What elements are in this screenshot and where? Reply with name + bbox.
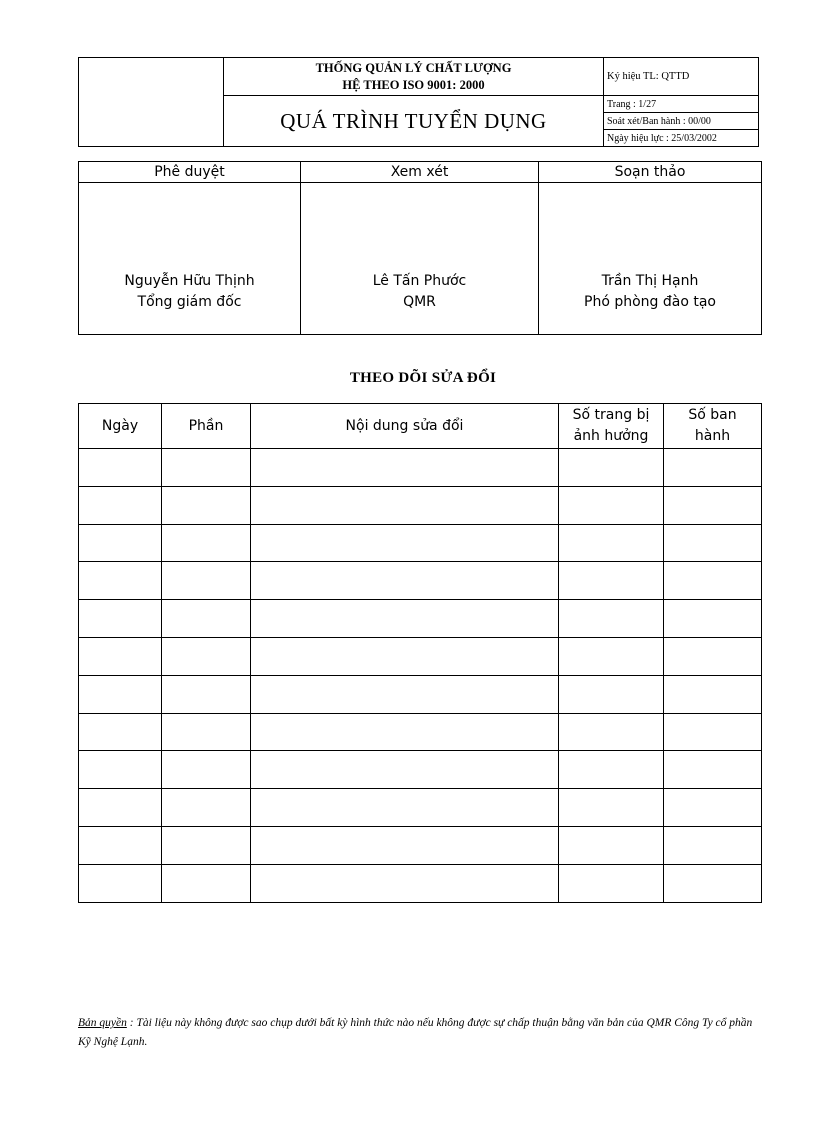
col-date: Ngày: [79, 404, 162, 449]
approval-table: [78, 161, 762, 335]
col-pages-affected-line2: ảnh hưởng: [573, 428, 649, 444]
effective-date: Ngày hiệu lực : 25/03/2002: [607, 132, 717, 144]
table-row: [79, 789, 762, 827]
system-title: [224, 58, 604, 96]
copyright-label: Bản quyền: [78, 1017, 127, 1029]
table-row: [79, 637, 762, 675]
document-title: QUÁ TRÌNH TUYỂN DỤNG: [224, 96, 604, 147]
copyright-text: : Tài liệu này không được sao chụp dưới bất kỳ hình thức nào nếu không được sự chấp thuận bằng văn bản của QMR Công Ty cổ phần Kỹ Nghệ Lạnh.: [78, 1017, 753, 1048]
revision-number: Soát xét/Ban hành : 00/00: [604, 113, 758, 130]
copyright-notice: [78, 1014, 762, 1052]
table-row: [79, 449, 762, 487]
signer-name: Nguyễn Hữu Thịnh: [124, 273, 255, 289]
signer-name: Trần Thị Hạnh: [601, 273, 699, 289]
table-row: [79, 713, 762, 751]
approval-heading-approve: Phê duyệt: [79, 162, 301, 183]
signer-name: Lê Tấn Phước: [372, 273, 467, 289]
table-row: [79, 675, 762, 713]
logo-cell: [79, 58, 224, 147]
system-title-line2: HỆ THEO ISO 9001: 2000: [342, 77, 485, 92]
table-row: [79, 524, 762, 562]
doc-code: Ký hiệu TL: QTTD: [604, 58, 759, 96]
table-row: [79, 826, 762, 864]
revision-table-header: [79, 404, 762, 449]
revision-tracking-title: THEO DÕI SỬA ĐỔI: [349, 370, 497, 386]
col-issue-no-line2: hành: [694, 428, 731, 444]
signer-role: Phó phòng đào tạo: [584, 294, 716, 310]
system-title-line1: THỐNG QUẢN LÝ CHẤT LƯỢNG: [315, 60, 512, 75]
table-row: [79, 864, 762, 902]
approval-heading-review: Xem xét: [301, 162, 539, 183]
table-row: [79, 600, 762, 638]
col-issue-no: [664, 404, 762, 449]
signer-role: Tổng giám đốc: [137, 294, 242, 310]
approval-signer-review: [301, 183, 539, 335]
page-number: Trang : 1/27: [604, 96, 758, 113]
signer-role: QMR: [403, 294, 436, 310]
col-pages-affected-line1: Số trang bị: [572, 407, 650, 423]
approval-heading-draft: Soạn thảo: [539, 162, 762, 183]
approval-signer-draft: [539, 183, 762, 335]
col-section: Phần: [162, 404, 251, 449]
approval-signer-approve: [79, 183, 301, 335]
table-row: [79, 486, 762, 524]
doc-meta-cell: [604, 96, 759, 147]
document-header: [78, 57, 759, 147]
col-issue-no-line1: Số ban: [688, 407, 737, 423]
col-content: Nội dung sửa đổi: [251, 404, 559, 449]
revision-table: [78, 403, 762, 903]
table-row: [79, 562, 762, 600]
table-row: [79, 751, 762, 789]
col-pages-affected: [559, 404, 664, 449]
